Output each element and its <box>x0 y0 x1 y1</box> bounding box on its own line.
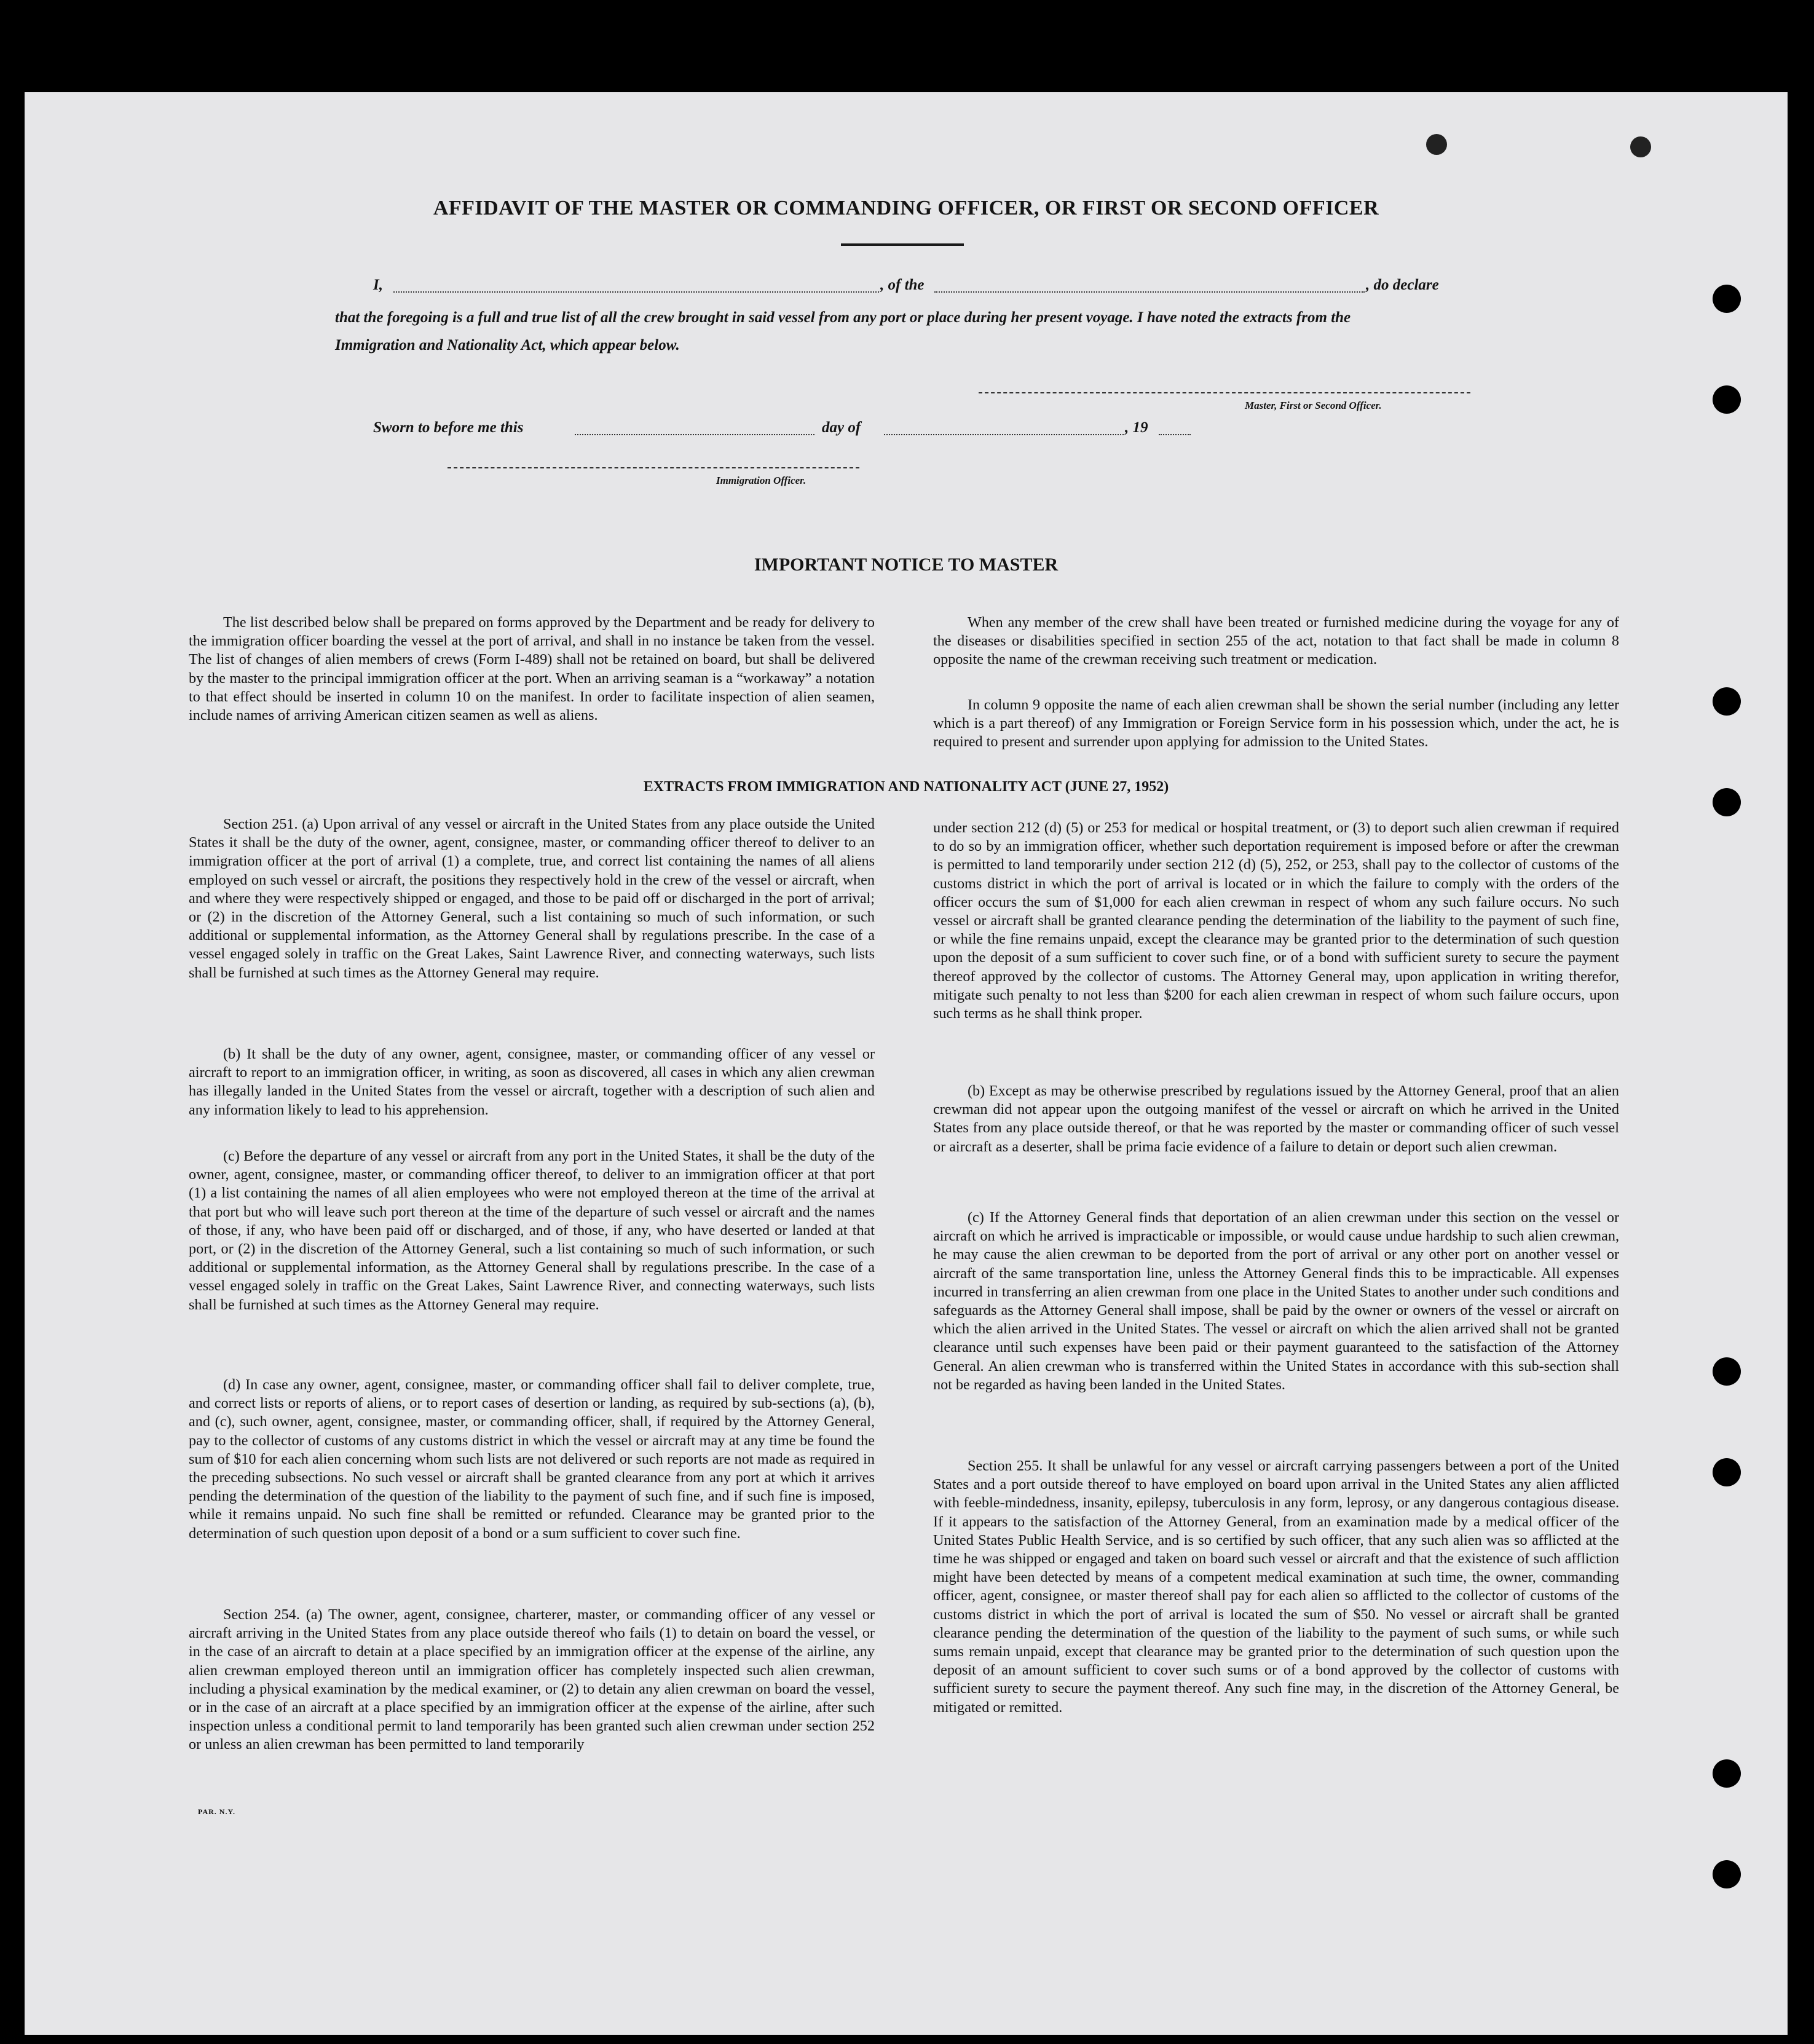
section-254-a: Section 254. (a) The owner, agent, consignee, charterer, master, or commanding officer of any vessel or aircraft arriving in the United States from any place outside thereof who fails (1) to detain on board the vessel, or in the case of an aircraft to detain at a place specified by an immigration officer at the expense of the airline, any alien crewman employed thereon until an immigration officer has completely inspected such alien crewman, including a physical examination by the medical examiner, or (2) to detain any alien crewman on board the vessel, or in the case of an aircraft at a place specified by an immigration officer at the expense of the airline, after such inspection unless a conditional permit to land temporarily has been granted such alien crewman under section 252 or unless an alien crewman has been permitted to land temporarily <box>189 1606 875 1753</box>
binder-hole <box>1713 285 1741 313</box>
notice-title: IMPORTANT NOTICE TO MASTER <box>754 554 1059 575</box>
section-254-b: (b) Except as may be otherwise prescribed by regulations issued by the Attorney General, proof that an alien crewman did not appear upon the outgoing manifest of the vessel or aircraft on which he arrived in the United States from any place outside thereof, or that he was reported by the master or commanding officer of such vessel or aircraft as a deserter, shall be prima facie evidence of a failure to detain or deport such alien crewman. <box>933 1083 1619 1155</box>
notice-left-text: The list described below shall be prepared on forms approved by the Department and be ready for delivery to the immigration officer boarding the vessel at the port of arrival, and shall in no instance be taken from the vessel. The list of changes of alien members of crews (Form I-489) shall not be retained on board, but shall be delivered by the master to the principal immigration officer at the port. When an arriving seaman is a “workaway” a notation to that effect should be inserted in column 10 on the manifest. In order to facilitate inspection of alien seamen, include names of arriving American citizen seamen as well as aliens. <box>189 614 875 724</box>
master-signature-label: Master, First or Second Officer. <box>1245 400 1382 411</box>
notice-right-text-1: When any member of the crew shall have been treated or furnished medicine during the voyage for any of the diseases or disabilities specified in section 255 of the act, notation to that fact shall be made in column 8 opposite the name of the crewman receiving such treatment or medication. <box>933 614 1619 668</box>
affidavit-title: AFFIDAVIT OF THE MASTER OR COMMANDING OFFICER, OR FIRST OR SECOND OFFICER <box>433 197 1379 219</box>
section-251-d: (d) In case any owner, agent, consignee, master, or commanding officer shall fail to deliver complete, true, and correct lists or reports of aliens, or to report cases of desertion or landing, as required by sub-sections (a), (b), and (c), such owner, agent, consignee, master, or commanding officer, shall, if required by the Attorney General, pay to the collector of customs of any customs district in which the vessel or aircraft may at any time be found the sum of $10 for each alien concerning whom such lists are not delivered or such reports are not made as required in the preceding subsections. No such vessel or aircraft shall be granted clearance from any port at which it arrives pending the determination of the question of the liability to the payment of such fine, and if such fine is imposed, while it remains unpaid. No such fine shall be remitted or refunded. Clearance may be granted prior to the determination of such question upon deposit of a bond or a sum sufficient to cover such fine. <box>189 1376 875 1542</box>
day-of-label: day of <box>822 419 861 436</box>
officer-signature-line[interactable] <box>448 467 859 468</box>
i-label: I, <box>373 277 383 293</box>
vessel-field[interactable] <box>934 291 1365 293</box>
binder-hole <box>1713 1759 1741 1788</box>
sworn-year-field[interactable] <box>1159 434 1191 435</box>
binder-hole <box>1713 687 1741 716</box>
extracts-title: EXTRACTS FROM IMMIGRATION AND NATIONALITY ACT (JUNE 27, 1952) <box>643 779 1169 795</box>
master-signature-line[interactable] <box>979 392 1470 393</box>
notice-right-text-2: In column 9 opposite the name of each alien crewman shall be shown the serial number (including any letter which is a part thereof) of any Immigration or Foreign Service form in his possession which, under the act, he is required to present and surrender upon applying for admission to the United States. <box>933 696 1619 751</box>
binder-hole <box>1713 385 1741 414</box>
binder-hole <box>1713 1458 1741 1486</box>
of-the-label: , of the <box>880 277 925 293</box>
title-underline <box>841 243 964 246</box>
sworn-label: Sworn to before me this <box>373 419 524 436</box>
printer-mark: PAR. N.Y. <box>198 1807 236 1816</box>
name-field[interactable] <box>393 291 879 293</box>
sworn-month-field[interactable] <box>884 434 1124 435</box>
year-label: , 19 <box>1125 419 1148 436</box>
section-255: Section 255. It shall be unlawful for any vessel or aircraft carrying passengers between a port of the United States and a port outside thereof to have employed on board upon arrival in the United States any alien afflicted with feeble-mindedness, insanity, epilepsy, tuberculosis in any form, leprosy, or any dangerous contagious disease. If it appears to the satisfaction of the Attorney General, from an examination made by a medical officer of the United States Public Health Service, and is so certified by such officer, that any such alien was so afflicted at the time he was shipped or engaged and taken on board such vessel or aircraft and that the existence of such affliction might have been detected by means of a competent medical examination at such time, the owner, commanding officer, agent, consignee, or master thereof shall pay for each alien so afflicted to the collector of customs of the customs district in which the port of arrival is located the sum of $50. No vessel or aircraft shall be granted clearance pending the determination of the question of the liability to the payment of such sums, or while such sums remain unpaid, except that clearance may be granted prior to the determination of such question upon the deposit of an amount sufficient to cover such sums or of a bond approved by the collector of customs with sufficient surety to secure the payment thereof. Any such fine may, in the discretion of the Attorney General, be mitigated or remitted. <box>933 1458 1619 1716</box>
section-251-a: Section 251. (a) Upon arrival of any vessel or aircraft in the United States from any place outside the United States it shall be the duty of the owner, agent, consignee, master, or commanding officer thereof to deliver to an immigration officer at the port of arrival (1) a complete, true, and correct list containing the names of all aliens employed on such vessel or aircraft, the positions they respectively hold in the crew of the vessel or aircraft, when and where they were respectively shipped or engaged, and those to be paid off or discharged in the port of arrival; or (2) in the discretion of the Attorney General, such a list containing so much of such information, or such additional or supplemental information, as the Attorney General shall by regulations prescribe. In the case of a vessel engaged solely in traffic on the Great Lakes, Saint Lawrence River, and connecting waterways, such lists shall be furnished at such times as the Attorney General may require. <box>189 816 875 981</box>
section-251-b: (b) It shall be the duty of any owner, agent, consignee, master, or commanding officer of any vessel or aircraft to report to an immigration officer, in writing, as soon as discovered, all cases in which any alien crewman has illegally landed in the United States from the vessel or aircraft, together with a description of such alien and any information likely to lead to his apprehension. <box>189 1046 875 1118</box>
binder-hole <box>1713 1357 1741 1386</box>
officer-signature-label: Immigration Officer. <box>716 475 806 486</box>
binder-hole <box>1713 1860 1741 1888</box>
ink-blot <box>1630 136 1651 157</box>
do-declare-label: , do declare <box>1366 277 1439 293</box>
ink-blot <box>1426 134 1447 155</box>
sworn-day-field[interactable] <box>575 434 814 435</box>
section-254-a-cont: under section 212 (d) (5) or 253 for medical or hospital treatment, or (3) to deport such alien crewman if required to do so by an immigration officer, whether such deportation requirement is imposed before or after the crewman is permitted to land temporarily under section 212 (d) (5), 252, or 253, shall pay to the collector of customs of the customs district in which the port of arrival is located or in which the failure to comply with the orders of the officer occurs the sum of $1,000 for each alien crewman in respect of whom any such failure occurs. No such vessel or aircraft shall be granted clearance pending the determination of the liability to the payment of such fine, or while the fine remains unpaid, except the clearance may be granted prior to the determination of such question upon the deposit of a sum sufficient to cover such fine, or of a bond with sufficient surety to secure the payment thereof approved by the collector of customs. The Attorney General may, upon application in writing therefor, mitigate such penalty to not less than $200 for each alien crewman in respect of whom such failure occurs, upon such terms as he shall think proper. <box>933 819 1619 1022</box>
section-254-c: (c) If the Attorney General finds that deportation of an alien crewman under this section on the vessel or aircraft on which he arrived is impracticable or impossible, or would cause undue hardship to such alien crewman, he may cause the alien crewman to be deported from the port of arrival or any other port on another vessel or aircraft of the same transportation line, unless the Attorney General finds this to be impracticable. All expenses incurred in transferring an alien crewman from one place in the United States to another under such conditions and safeguards as the Attorney General shall impose, shall be paid by the owner or owners of the vessel or aircraft on which the alien arrived in the United States. The vessel or aircraft on which the alien arrived shall not be granted clearance until such expenses have been paid or their payment guaranteed to the satisfaction of the Attorney General. An alien crewman who is transferred within the United States in accordance with this sub-section shall not be regarded as having been landed in the United States. <box>933 1209 1619 1393</box>
section-251-c: (c) Before the departure of any vessel or aircraft from any port in the United States, it shall be the duty of the owner, agent, consignee, master, or commanding officer thereof, to deliver to an immigration officer at that port (1) a list containing the names of all alien employees who were not employed thereon at the time of the arrival at that port but who will leave such port thereon at the time of the departure of such vessel or aircraft and the names of those, if any, who have been paid off or discharged, and of those, if any, who have deserted or landed at that port, or (2) in the discretion of the Attorney General, such a list containing so much of such information, or such additional or supplemental information, as the Attorney General shall by regulations prescribe. In the case of a vessel engaged solely in traffic on the Great Lakes, Saint Lawrence River, and connecting waterways, such lists shall be furnished at such times as the Attorney General may require. <box>189 1148 875 1313</box>
form-page <box>25 92 1788 2035</box>
affidavit-statement: that the foregoing is a full and true list of all the crew brought in said vessel from any port or place during her present voyage. I have noted the extracts from the Immigration and Nationality Act, which appear below. <box>335 309 1351 353</box>
